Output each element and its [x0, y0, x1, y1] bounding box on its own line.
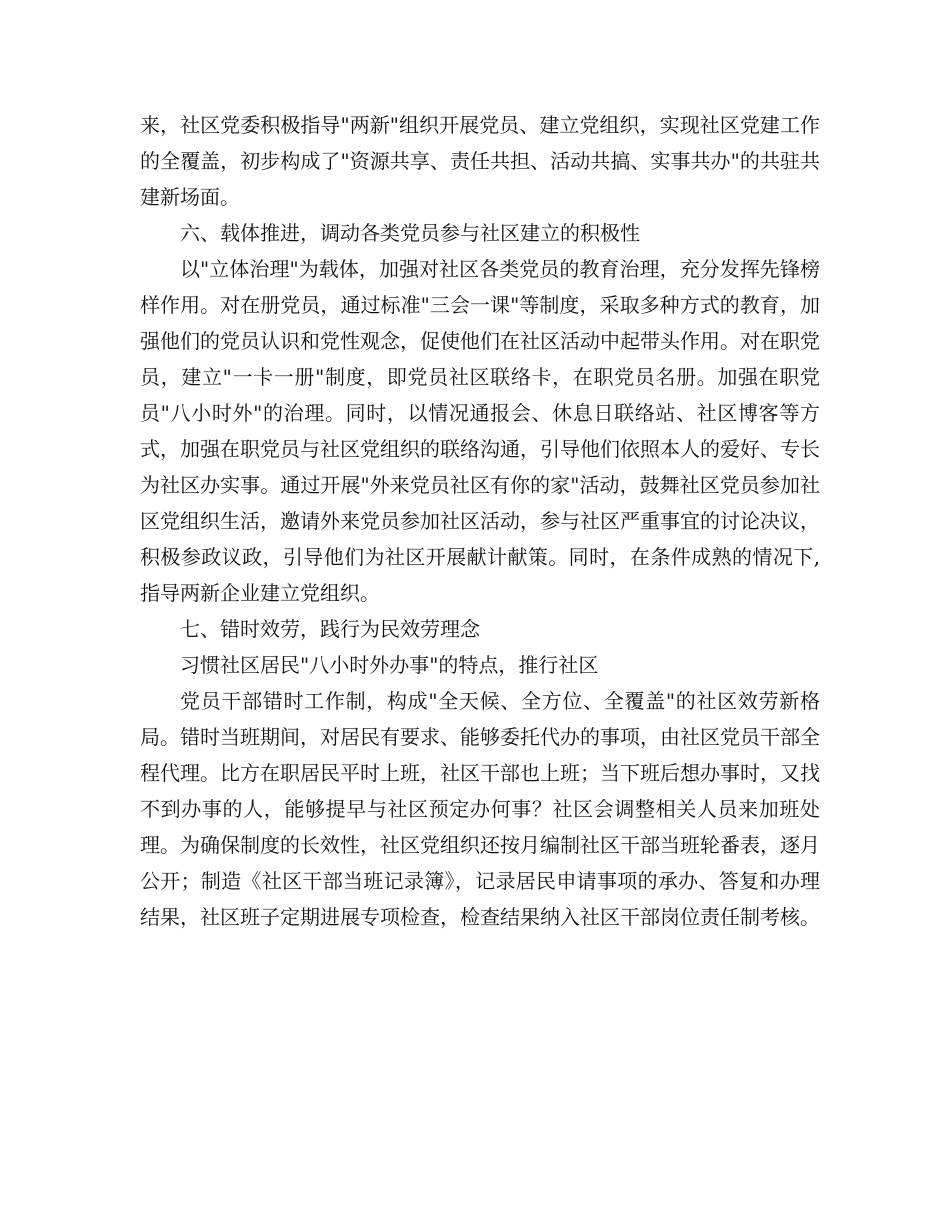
paragraph-staggered-shift-system: 党员干部错时工作制，构成"全天候、全方位、全覆盖"的社区效劳新格局。错时当班期间，对居民有要求、能够委托代办的事项，由社区党员干部全程代理。比方在职居民平时上班，社区干部也上班；当下班后想办事时，又找不到办事的人，能够提早与社区预定办何事？社区会调整相关人员来加班处理。为确保制度的长效性，社区党组织还按月编制社区干部当班轮番表，逐月公开；制造《社区干部当班记录簿》，记录居民申请事项的承办、答复和办理结果，社区班子定期进展专项检查，检查结果纳入社区干部岗位责任制考核。: [140, 689, 820, 929]
paragraph-party-member-management: 以"立体治理"为载体，加强对社区各类党员的教育治理，充分发挥先锋榜样作用。对在册党员，通过标准"三会一课"等制度，采取多种方式的教育，加强他们的党员认识和党性观念，促使他们在社区活动中起带头作用。对在职党员，建立"一卡一册"制度，即党员社区联络卡，在职党员名册。加强在职党员"八小时外"的治理。同时，以情况通报会、休息日联络站、社区博客等方式，加强在职党员与社区党组织的联络沟通，引导他们依照本人的爱好、专长为社区办实事。通过开展"外来党员社区有你的家"活动，鼓舞社区党员参加社区党组织生活，邀请外来党员参加社区活动，参与社区严重事宜的讨论决议，积极参政议政，引导他们为社区开展献计献策。同时，在条件成熟的情况下,指导两新企业建立党组织。: [140, 257, 820, 605]
document-body: [140, 107, 820, 935]
section-heading-six: 六、载体推进，调动各类党员参与社区建立的积极性: [180, 221, 640, 245]
section-heading-seven: 七、错时效劳，践行为民效劳理念: [180, 617, 480, 641]
paragraph-continuation: 来，社区党委积极指导"两新"组织开展党员、建立党组织，实现社区党建工作的全覆盖，初步构成了"资源共享、责任共担、活动共搞、实事共办"的共驻共建新场面。: [140, 113, 820, 209]
paragraph-resident-habits: 习惯社区居民"八小时外办事"的特点，推行社区: [180, 653, 599, 677]
